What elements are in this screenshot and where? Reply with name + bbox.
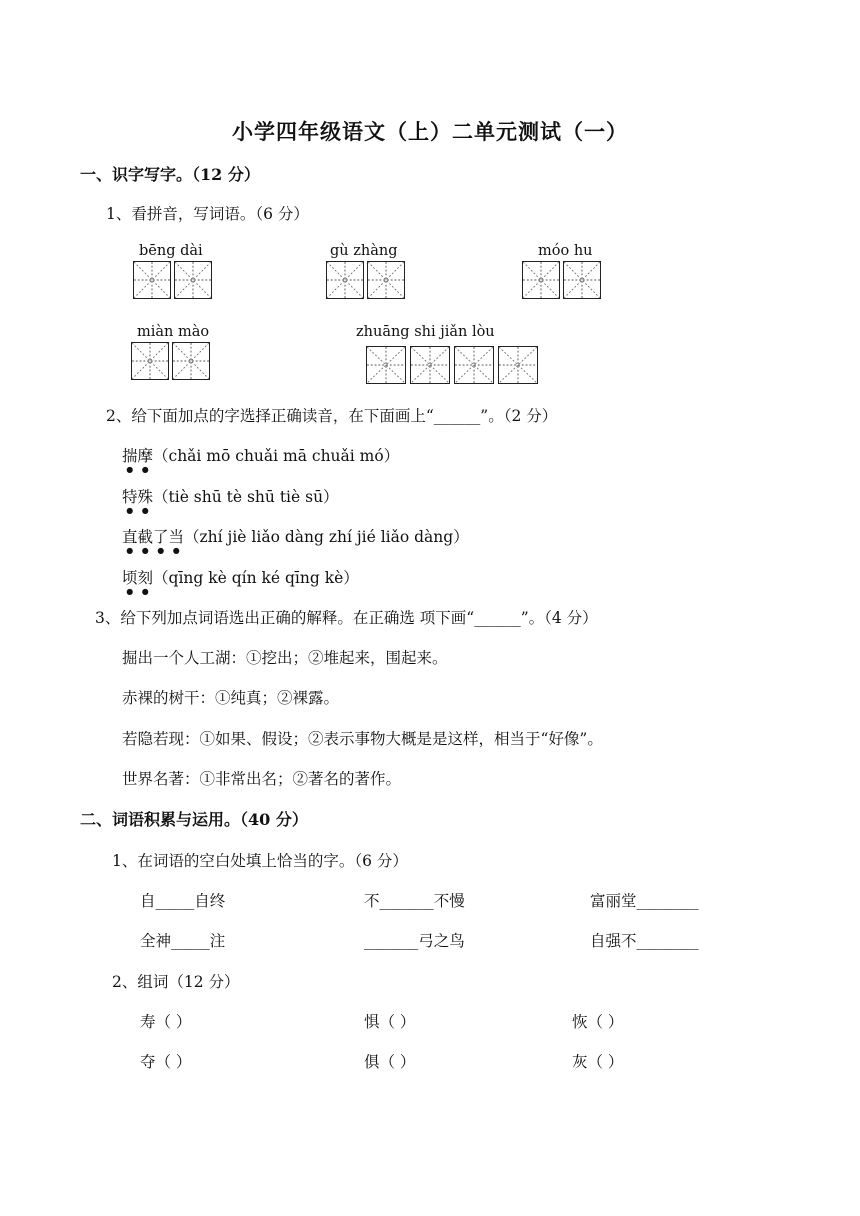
tianzige-box[interactable]: [133, 261, 171, 299]
word-group-item[interactable]: 夺（ ）: [140, 1053, 192, 1071]
fill-blank-item[interactable]: 自_____自终: [140, 892, 226, 910]
pinyin-item-2: [326, 243, 405, 299]
tianzige-box[interactable]: [131, 342, 169, 380]
tianzige-box[interactable]: [410, 346, 450, 384]
q2-label: 2、给下面加点的字选择正确读音，在下面画上“______”。（2 分）: [106, 407, 558, 425]
q2-row-3: [122, 525, 469, 555]
tianzige-box[interactable]: [366, 346, 406, 384]
word-group-item[interactable]: 寿（ ）: [140, 1013, 192, 1031]
pinyin-item-1: [133, 243, 212, 299]
tianzige-box[interactable]: [563, 261, 601, 299]
tianzige-box[interactable]: [174, 261, 212, 299]
pinyin-text: gù zhàng: [330, 243, 398, 259]
q3-row-2: 赤裸的树干：①纯真；②裸露。: [122, 689, 340, 707]
pinyin-text: móo hu: [538, 243, 593, 259]
fill-blank-item[interactable]: 不_______不慢: [364, 892, 465, 910]
tianzige-boxes[interactable]: [326, 261, 405, 299]
fill-blank-item[interactable]: 富丽堂________: [590, 892, 699, 910]
q3-row-1: 掘出一个人工湖：①挖出；②堆起来，围起来。: [122, 649, 448, 667]
q3-row-4: 世界名著：①非常出名；②著名的著作。: [122, 770, 402, 788]
pinyin-item-5: [356, 324, 538, 384]
s2-q1-label: 1、在词语的空白处填上恰当的字。（6 分）: [112, 852, 408, 870]
q3-row-3: 若隐若现：①如果、假设；②表示事物大概是是这样，相当于“好像”。: [122, 730, 603, 748]
word-group-item[interactable]: 灰（ ）: [572, 1053, 624, 1071]
word-group-item[interactable]: 恢（ ）: [572, 1013, 624, 1031]
tianzige-boxes[interactable]: [366, 346, 538, 384]
s2-q2-label: 2、组词（12 分）: [112, 973, 240, 991]
tianzige-box[interactable]: [498, 346, 538, 384]
fill-blank-item[interactable]: 全神_____注: [140, 932, 226, 950]
q1-label: 1、看拼音，写词语。（6 分）: [106, 205, 309, 223]
q2-options: （zhí jiè liǎo dàng zhí jié liǎo dàng）: [184, 528, 469, 546]
section-2-heading: 二、词语积累与运用。（40 分）: [80, 810, 308, 829]
tianzige-boxes[interactable]: [522, 261, 601, 299]
word-group-item[interactable]: 惧（ ）: [364, 1013, 416, 1031]
q2-word: 顷刻: [122, 569, 154, 587]
tianzige-box[interactable]: [454, 346, 494, 384]
pinyin-text: bēng dài: [139, 243, 203, 259]
q2-options: （chǎi mō chuǎi mā chuǎi mó）: [153, 447, 400, 465]
q2-word: 直截了当: [122, 528, 185, 546]
tianzige-box[interactable]: [522, 261, 560, 299]
word-group-item[interactable]: 俱（ ）: [364, 1053, 416, 1071]
pinyin-text: zhuāng shi jiǎn lòu: [356, 324, 495, 340]
fill-blank-item[interactable]: _______弓之鸟: [364, 932, 465, 950]
q2-options: （tiè shū tè shū tiè sū）: [153, 488, 339, 506]
q2-row-2: [122, 485, 339, 515]
pinyin-text: miàn mào: [137, 324, 210, 340]
pinyin-item-4: [131, 324, 210, 380]
q2-word: 揣摩: [122, 447, 154, 465]
pinyin-item-3: [522, 243, 601, 299]
tianzige-box[interactable]: [367, 261, 405, 299]
tianzige-box[interactable]: [172, 342, 210, 380]
fill-blank-item[interactable]: 自强不________: [590, 932, 699, 950]
q3-label: 3、给下列加点词语选出正确的解释。在正确选 项下画“______”。（4 分）: [95, 609, 598, 627]
section-1-heading: 一、识字写字。（12 分）: [80, 165, 260, 184]
page-title: 小学四年级语文（上）二单元测试（一）: [232, 119, 628, 144]
tianzige-boxes[interactable]: [131, 342, 210, 380]
q2-row-1: [122, 444, 399, 474]
tianzige-box[interactable]: [326, 261, 364, 299]
tianzige-boxes[interactable]: [133, 261, 212, 299]
q2-word: 特殊: [122, 488, 154, 506]
q2-row-4: [122, 566, 359, 596]
q2-options: （qīng kè qín ké qīng kè）: [153, 569, 359, 587]
